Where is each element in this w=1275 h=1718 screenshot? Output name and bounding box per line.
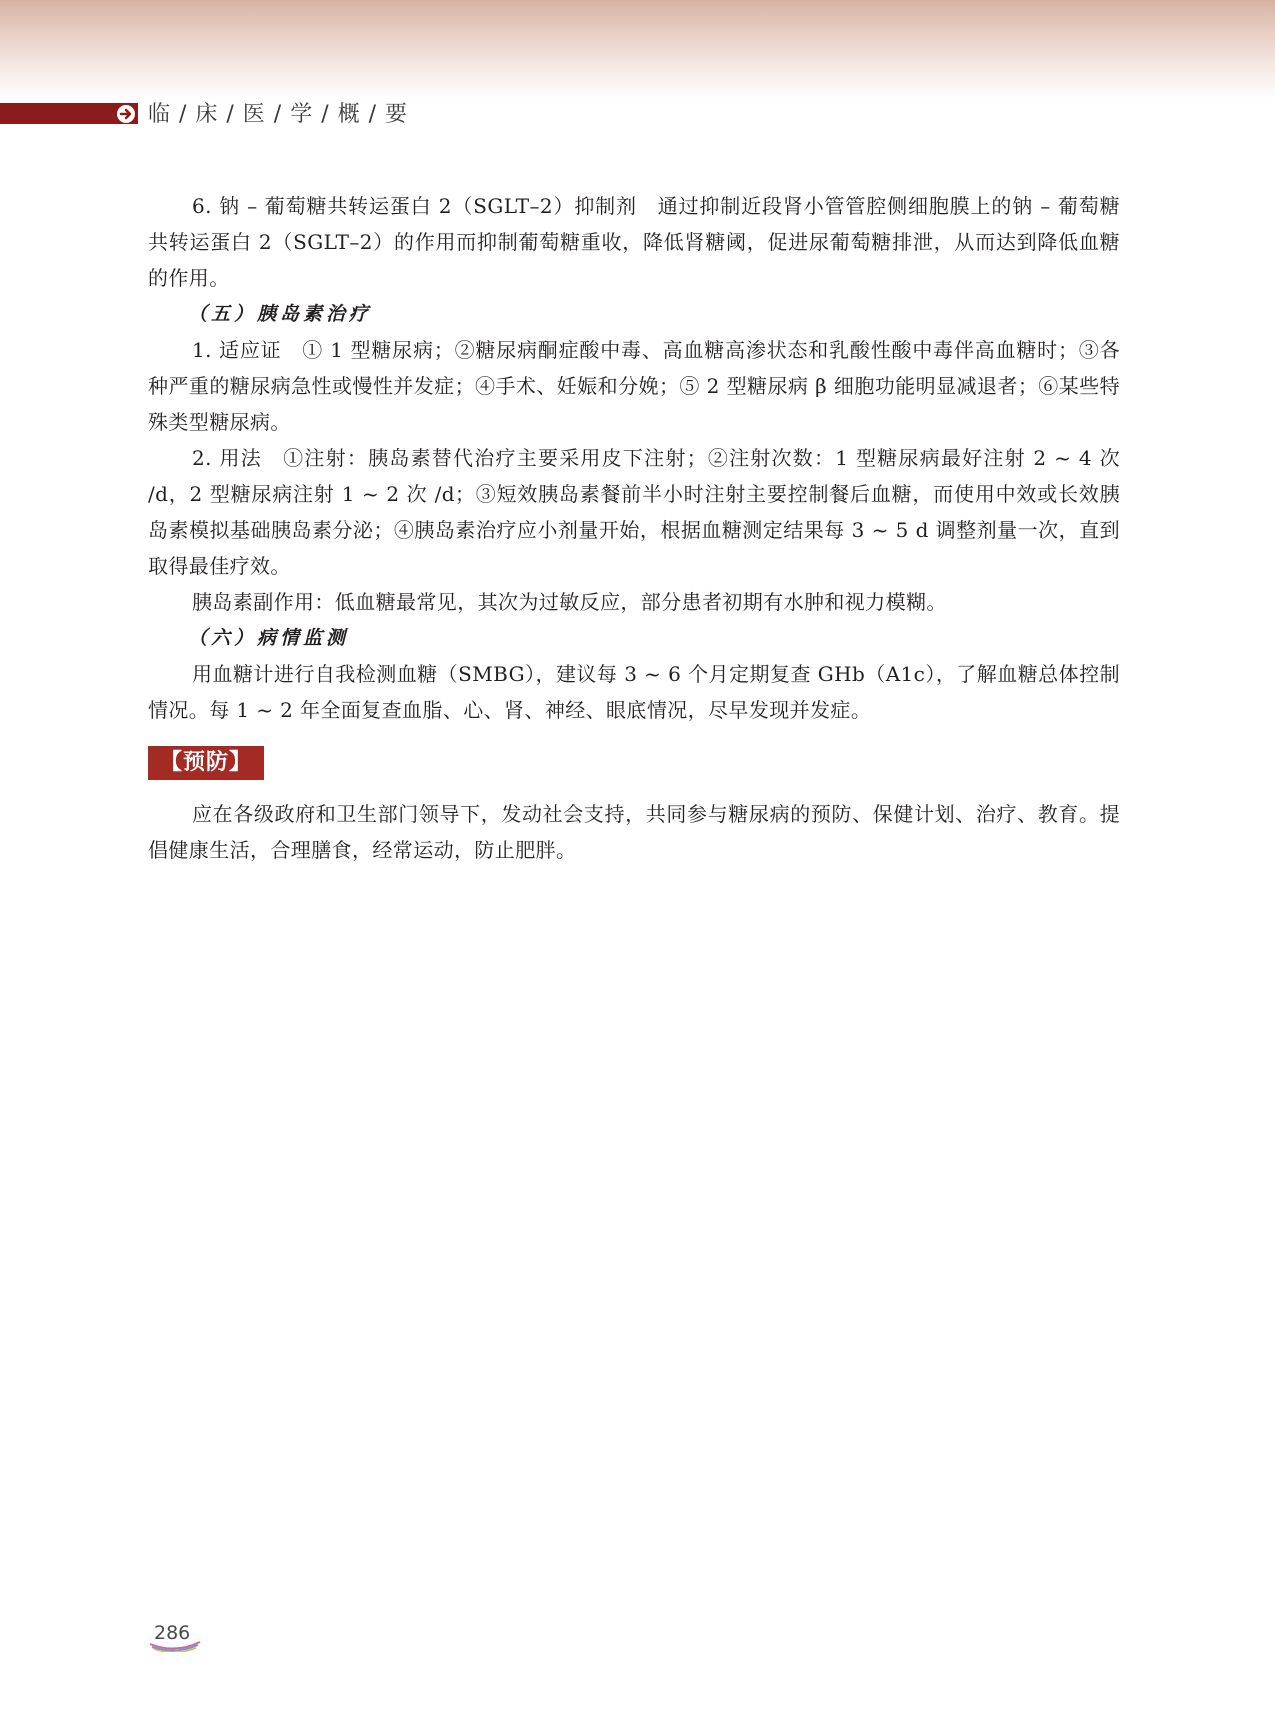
top-gradient-band xyxy=(0,0,1275,100)
section-tag-prevention: 【预防】 xyxy=(148,746,264,780)
page-content xyxy=(148,188,1120,868)
paragraph-indications: 1. 适应证 ① 1 型糖尿病；②糖尿病酮症酸中毒、高血糖高渗状态和乳酸性酸中毒伴高血糖时；③各种严重的糖尿病急性或慢性并发症；④手术、妊娠和分娩；⑤ 2 型糖尿病 β 细胞功能明显减退者；⑥某些特殊类型糖尿病。 xyxy=(148,338,1120,434)
heading-monitoring: （六）病情监测 xyxy=(188,627,350,649)
circle-arrow-right-icon xyxy=(116,104,136,124)
book-title: 临 / 床 / 医 / 学 / 概 / 要 xyxy=(148,102,408,127)
paragraph-monitoring: 用血糖计进行自我检测血糖（SMBG），建议每 3 ~ 6 个月定期复查 GHb（A1c），了解血糖总体控制情况。每 1 ~ 2 年全面复查血脂、心、肾、神经、眼底情况，尽早发现并发症。 xyxy=(148,662,1120,722)
paragraph-prevention: 应在各级政府和卫生部门领导下，发动社会支持，共同参与糖尿病的预防、保健计划、治疗、教育。提倡健康生活，合理膳食，经常运动，防止肥胖。 xyxy=(148,802,1120,862)
page-number: 286 xyxy=(154,1622,191,1644)
heading-insulin-therapy: （五）胰岛素治疗 xyxy=(188,303,373,325)
paragraph-side-effects: 胰岛素副作用：低血糖最常见，其次为过敏反应，部分患者初期有水肿和视力模糊。 xyxy=(192,590,947,614)
paragraph-usage: 2. 用法 ①注射：胰岛素替代治疗主要采用皮下注射；②注射次数：1 型糖尿病最好注射 2 ~ 4 次 /d，2 型糖尿病注射 1 ~ 2 次 /d；③短效胰岛素餐前半小时注射主要控制餐后血糖，而使用中效或长效胰岛素模拟基础胰岛素分泌；④胰岛素治疗应小剂量开始，根据血糖测定结果每 3 ~ 5 d 调整剂量一次，直到取得最佳疗效。 xyxy=(148,446,1120,578)
paragraph-sglt2: 6. 钠 – 葡萄糖共转运蛋白 2（SGLT–2）抑制剂 通过抑制近段肾小管管腔侧细胞膜上的钠 – 葡萄糖共转运蛋白 2（SGLT–2）的作用而抑制葡萄糖重收，降低肾糖阈，促进尿葡萄糖排泄，从而达到降低血糖的作用。 xyxy=(148,194,1120,290)
page-number-badge xyxy=(148,1620,208,1654)
